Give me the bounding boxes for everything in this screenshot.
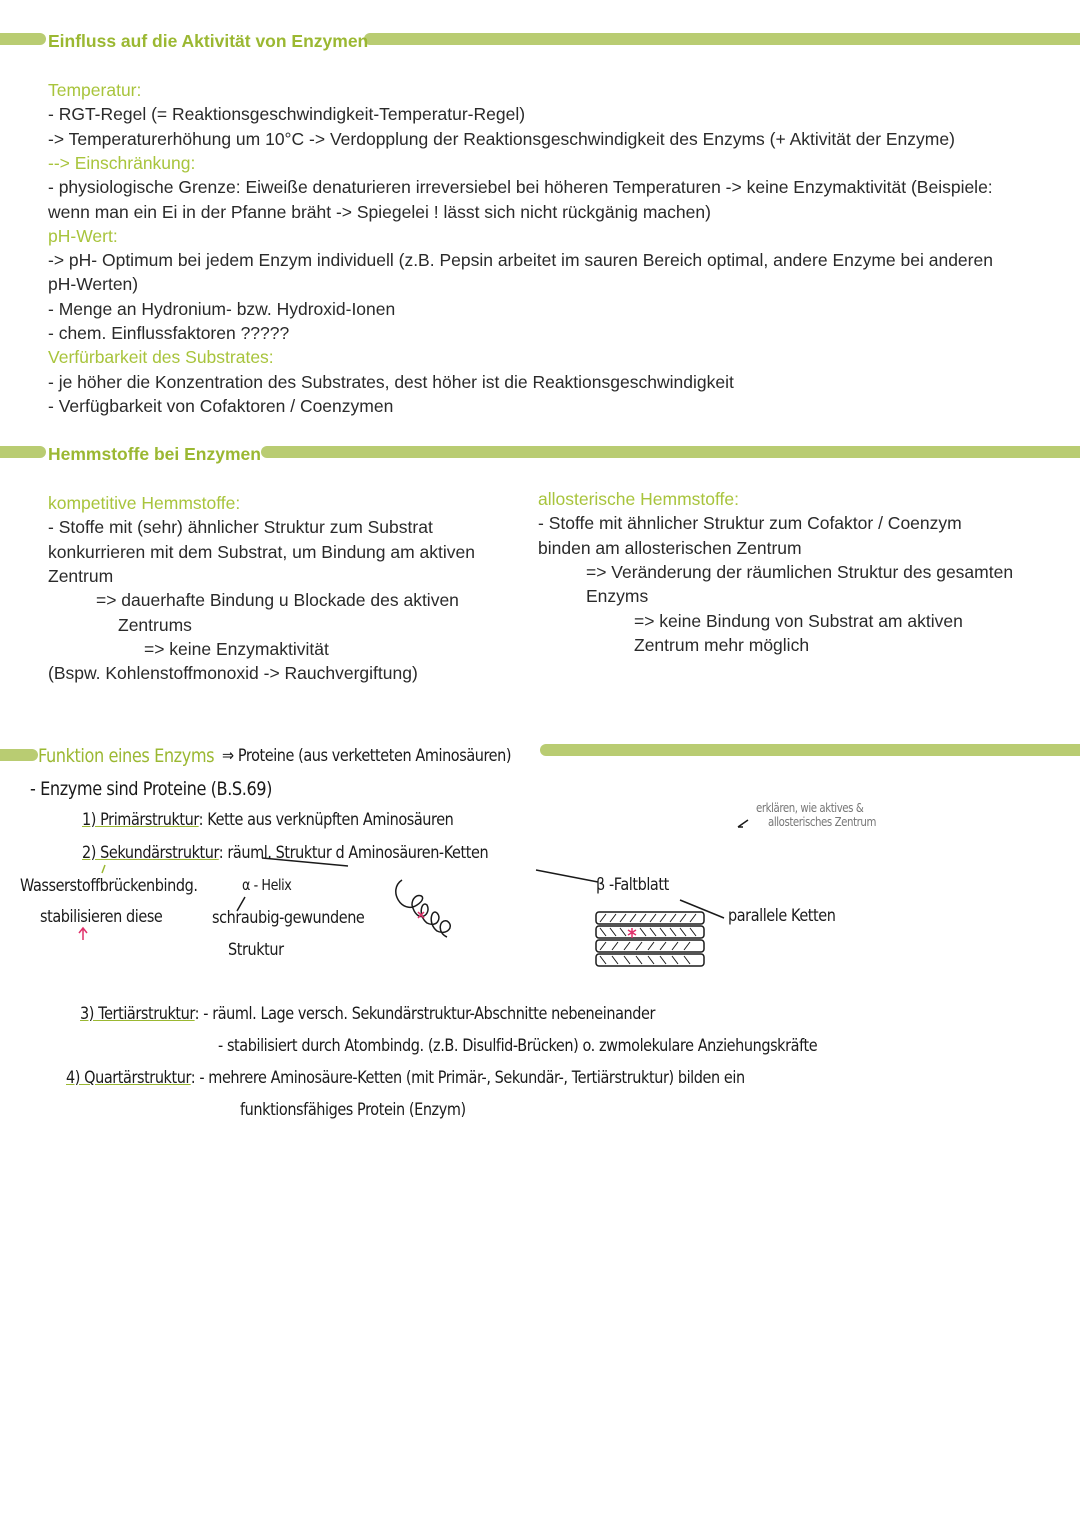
text-line: - chem. Einflussfaktoren ????? bbox=[48, 323, 290, 343]
text-line: parallele Ketten bbox=[728, 906, 836, 926]
text-line: - je höher die Konzentration des Substrates, dest höher ist die Reaktionsgeschwindigkeit bbox=[48, 371, 734, 392]
competitive-heading: kompetitive Hemmstoffe: bbox=[48, 493, 241, 513]
header-bar bbox=[364, 33, 1080, 45]
subheading: Verfürbarkeit des Substrates: bbox=[48, 347, 274, 368]
text-line: - Stoffe mit (sehr) ähnlicher Struktur zum Substrat bbox=[48, 517, 433, 537]
text-line: Struktur bbox=[228, 940, 284, 960]
text-line: => dauerhafte Bindung u Blockade des aktiven bbox=[96, 590, 459, 610]
text-line: - Menge an Hydronium- bzw. Hydroxid-Ionen bbox=[48, 298, 396, 319]
text-line: α - Helix bbox=[242, 876, 292, 894]
text-line: - Verfügbarkeit von Cofaktoren / Coenzymen bbox=[48, 395, 394, 416]
text-line: - RGT-Regel (= Reaktionsgeschwindigkeit-Temperatur-Regel) bbox=[48, 104, 526, 125]
beta-sheet-icon bbox=[596, 912, 704, 966]
header-bar bbox=[261, 446, 1080, 458]
section-title: Hemmstoffe bei Enzymen bbox=[48, 444, 261, 464]
text-line: - stabilisiert durch Atombindg. (z.B. Disulfid-Brücken) o. zwmolekulare Anziehungskräfte bbox=[218, 1036, 818, 1056]
label: 2) Sekundärstruktur bbox=[82, 843, 219, 863]
text-line: ⇒ Proteine (aus verketteten Aminosäuren) bbox=[222, 746, 512, 766]
label: 1) Primärstruktur bbox=[82, 810, 199, 830]
text-line: (Bspw. Kohlenstoffmonoxid -> Rauchvergiftung) bbox=[48, 663, 418, 683]
text-line: - Stoffe mit ähnlicher Struktur zum Cofaktor / Coenzym bbox=[538, 513, 962, 533]
secondary-structure bbox=[82, 843, 488, 863]
allosteric-heading: allosterische Hemmstoffe: bbox=[538, 489, 740, 509]
header-bar bbox=[0, 33, 46, 45]
text-line: wenn man ein Ei in der Pfanne bräht -> Spiegelei ! lässt sich nicht rückgänig machen) bbox=[48, 201, 711, 222]
text: : räuml. Struktur d Aminosäuren-Ketten bbox=[218, 843, 489, 863]
label: 4) Quartärstruktur bbox=[66, 1068, 191, 1088]
text-line: => Veränderung der räumlichen Struktur des gesamten bbox=[586, 562, 1014, 582]
text: : Kette aus verknüpften Aminosäuren bbox=[198, 810, 454, 830]
text-line: => keine Enzymaktivität bbox=[144, 639, 329, 659]
label: 3) Tertiärstruktur bbox=[80, 1004, 195, 1024]
text-line: => keine Bindung von Substrat am aktiven bbox=[634, 611, 963, 631]
text-line: - physiologische Grenze: Eiweiße denaturieren irreversiebel bei höheren Temperaturen -> keine Enzymaktivität (Beispiele: bbox=[48, 177, 993, 198]
text: : - räuml. Lage versch. Sekundärstruktur-Abschnitte nebeneinander bbox=[194, 1004, 655, 1024]
text-line: stabilisieren diese bbox=[40, 907, 163, 927]
subheading: pH-Wert: bbox=[48, 225, 118, 246]
text-line: Zentrum bbox=[48, 566, 114, 586]
section-title: Einfluss auf die Aktivität von Enzymen bbox=[48, 31, 369, 51]
quaternary-structure bbox=[66, 1068, 745, 1088]
text-line: pH-Werten) bbox=[48, 274, 139, 295]
helix-icon bbox=[396, 880, 450, 937]
text-line: -> Temperaturerhöhung um 10°C -> Verdopplung der Reaktionsgeschwindigkeit des Enzyms (+ Aktivität der Enzyme) bbox=[48, 128, 955, 149]
text-line: β -Faltblatt bbox=[596, 875, 669, 895]
text-line: Zentrum mehr möglich bbox=[634, 635, 810, 655]
note: allosterisches Zentrum bbox=[768, 815, 876, 829]
text-line: - Enzyme sind Proteine (B.S.69) bbox=[30, 778, 273, 800]
text-line: binden am allosterischen Zentrum bbox=[538, 538, 802, 558]
note: erklären, wie aktives & bbox=[756, 801, 864, 815]
text-line: konkurrieren mit dem Substrat, um Bindung am aktiven bbox=[48, 542, 475, 562]
text: : - mehrere Aminosäure-Ketten (mit Primär-, Sekundär-, Tertiärstruktur) bilden ein bbox=[190, 1068, 745, 1088]
subheading: --> Einschränkung: bbox=[48, 152, 196, 173]
header-bar bbox=[540, 744, 1080, 756]
text-line: schraubig-gewundene bbox=[212, 908, 365, 928]
header-bar bbox=[0, 749, 38, 761]
text-line: Wasserstoffbrückenbindg. bbox=[20, 876, 198, 896]
text-line: Zentrums bbox=[118, 615, 192, 635]
subheading: Temperatur: bbox=[48, 80, 142, 100]
text-line: funktionsfähiges Protein (Enzym) bbox=[240, 1100, 466, 1120]
tertiary-structure bbox=[80, 1004, 655, 1024]
text-line: -> pH- Optimum bei jedem Enzym individuell (z.B. Pepsin arbeitet im sauren Bereich optimal, andere Enzyme bei anderen bbox=[48, 250, 993, 271]
header-bar bbox=[0, 446, 46, 458]
section-title: Funktion eines Enzyms bbox=[38, 745, 215, 767]
text-line: Enzyms bbox=[586, 586, 649, 606]
primary-structure bbox=[82, 810, 453, 830]
